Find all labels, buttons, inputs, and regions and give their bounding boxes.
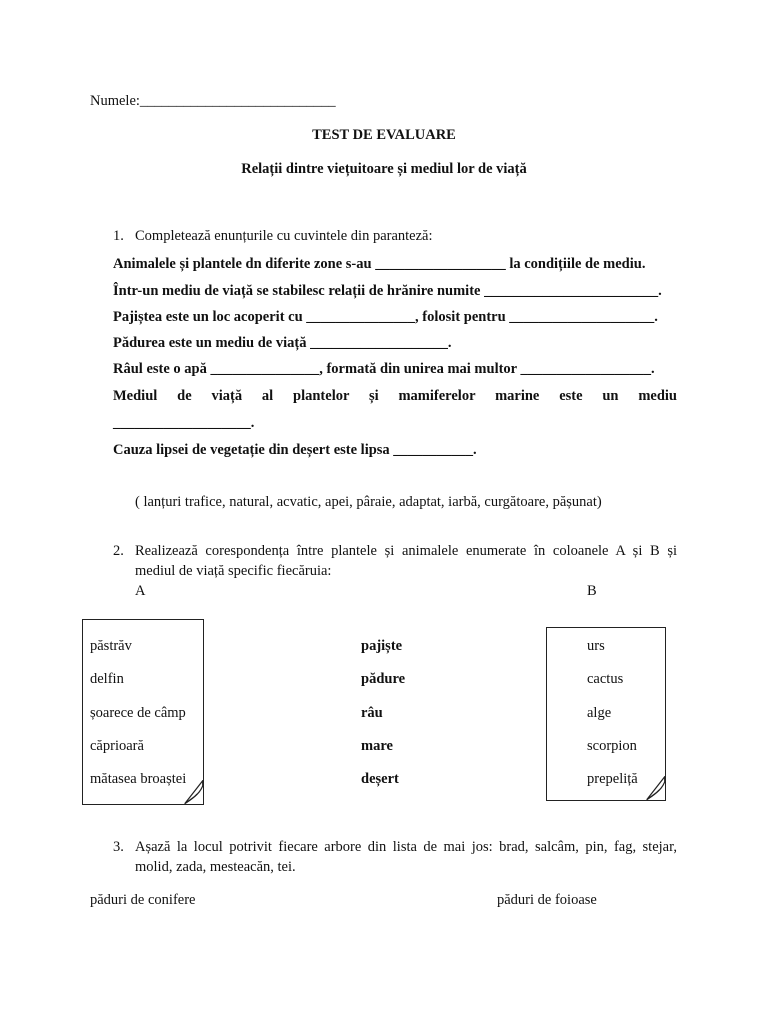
q2-instruction-line-2: mediul de viață specific fiecăruia: <box>135 563 332 579</box>
column-a-label: A <box>135 583 146 599</box>
column-b-item: cactus <box>587 671 624 687</box>
column-a-item: păstrăv <box>90 638 132 654</box>
q1-sentence-6-blank: ___________________. <box>113 415 255 431</box>
page-title: TEST DE EVALUARE <box>312 127 456 143</box>
column-b-item: prepeliță <box>587 771 638 787</box>
q3-instruction-line-1: Așază la locul potrivit fiecare arbore din lista de mai jos: brad, salcâm, pin, fag, stejar, <box>135 839 677 855</box>
habitat-item: deșert <box>361 771 399 787</box>
habitat-item: pajiște <box>361 638 403 654</box>
q1-instruction: Completează enunțurile cu cuvintele din paranteză: <box>135 228 433 244</box>
habitat-item: pădure <box>361 671 406 687</box>
q1-sentence-1: Animalele și plantele dn diferite zone s-au __________________ la condițiile de mediu. <box>113 256 646 272</box>
q1-word-bank: ( lanțuri trafice, natural, acvatic, apei, pâraie, adaptat, iarbă, curgătoare, pășunat) <box>135 494 602 510</box>
q2-number: 2. <box>113 543 124 559</box>
q1-sentence-5: Râul este o apă _______________, formată din unirea mai multor __________________. <box>113 361 655 377</box>
q1-sentence-3: Pajiștea este un loc acoperit cu _______________, folosit pentru ____________________. <box>113 309 658 325</box>
column-a-page-fold <box>184 780 208 806</box>
column-a-item: căprioară <box>90 738 144 754</box>
column-b-label: B <box>587 583 597 599</box>
habitat-item: râu <box>361 705 383 721</box>
q1-sentence-7: Cauza lipsei de vegetație din deșert este lipsa ___________. <box>113 442 477 458</box>
name-field-label: Numele:___________________________ <box>90 93 336 109</box>
q1-sentence-6: Mediul de viață al plantelor și mamiferelor marine este un mediu <box>113 388 677 404</box>
column-b-item: alge <box>587 705 612 721</box>
deciduous-forests-heading: păduri de foioase <box>497 892 597 908</box>
column-a-item: șoarece de câmp <box>90 705 186 721</box>
column-b-item: urs <box>587 638 605 654</box>
page-subtitle: Relații dintre viețuitoare și mediul lor de viață <box>241 161 527 177</box>
q3-instruction-line-2: molid, zada, mesteacăn, tei. <box>135 859 296 875</box>
column-a-item: mătasea broaștei <box>90 771 187 787</box>
q1-sentence-2: Într-un mediu de viață se stabilesc relații de hrănire numite ________________________. <box>113 283 662 299</box>
q3-number: 3. <box>113 839 124 855</box>
conifer-forests-heading: păduri de conifere <box>90 892 196 908</box>
q1-number: 1. <box>113 228 124 244</box>
column-b-page-fold <box>646 776 670 802</box>
habitat-item: mare <box>361 738 393 754</box>
column-a-item: delfin <box>90 671 124 687</box>
q1-sentence-4: Pădurea este un mediu de viață ___________________. <box>113 335 452 351</box>
q2-instruction-line-1: Realizează corespondența între plantele și animalele enumerate în coloanele A și B și <box>135 543 677 559</box>
column-b-item: scorpion <box>587 738 637 754</box>
